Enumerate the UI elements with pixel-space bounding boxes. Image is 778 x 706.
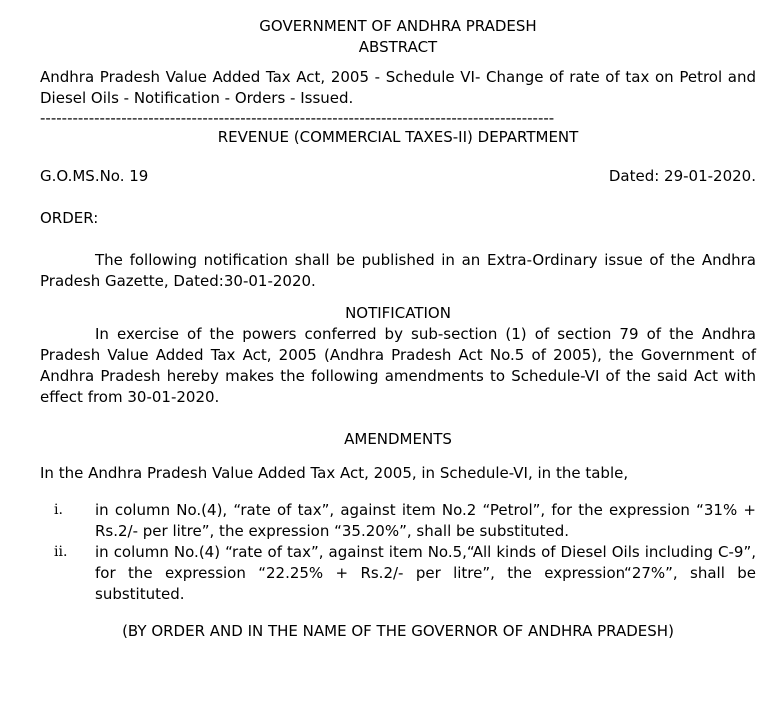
subject-text: Andhra Pradesh Value Added Tax Act, 2005 - Schedule VI- Change of rate of tax on Petrol and Diesel Oils - Notification - Orders - Issued. <box>40 68 756 107</box>
abstract-heading: ABSTRACT <box>358 38 438 56</box>
government-heading: GOVERNMENT OF ANDHRA PRADESH <box>259 17 537 35</box>
notification-heading: NOTIFICATION <box>345 304 451 322</box>
document-page <box>40 16 756 642</box>
order-label: ORDER: <box>40 209 99 227</box>
separator-line: ----------------------------------------------------------------------------------------------- <box>40 111 555 125</box>
department-heading: REVENUE (COMMERCIAL TAXES-II) DEPARTMENT <box>217 128 579 146</box>
go-number: G.O.MS.No. 19 <box>40 167 149 185</box>
order-paragraph: The following notification shall be published in an Extra-Ordinary issue of the Andhra Pradesh Gazette, Dated:30-01-2020. <box>40 251 756 290</box>
notification-body: In exercise of the powers conferred by sub-section (1) of section 79 of the Andhra Pradesh Value Added Tax Act, 2005 (Andhra Pradesh Act No.5 of 2005), the Government of Andhra Pradesh hereby makes the following amendments to Schedule-VI of the said Act with effect from 30-01-2020. <box>40 325 756 406</box>
go-number-row <box>40 166 756 187</box>
amendment-item <box>40 542 756 605</box>
closing-line: (BY ORDER AND IN THE NAME OF THE GOVERNOR OF ANDHRA PRADESH) <box>122 622 674 640</box>
amendment-item <box>40 500 756 542</box>
go-date: Dated: 29-01-2020. <box>608 167 756 185</box>
amendments-heading: AMENDMENTS <box>344 430 452 448</box>
amendment-text: in column No.(4), “rate of tax”, against item No.2 “Petrol”, for the expression “31% + Rs.2/- per litre”, the expression “35.20%”, shall be substituted. <box>95 501 756 540</box>
amendments-intro: In the Andhra Pradesh Value Added Tax Act, 2005, in Schedule-VI, in the table, <box>40 464 629 482</box>
amendment-numeral: ii. <box>54 544 68 560</box>
amendment-text: in column No.(4) “rate of tax”, against item No.5,“All kinds of Diesel Oils including C-9”, for the expression “22.25% + Rs.2/- per litre”, the expression“27%”, shall be substituted. <box>95 543 756 603</box>
amendments-list <box>40 500 756 605</box>
amendment-numeral: i. <box>54 502 63 518</box>
